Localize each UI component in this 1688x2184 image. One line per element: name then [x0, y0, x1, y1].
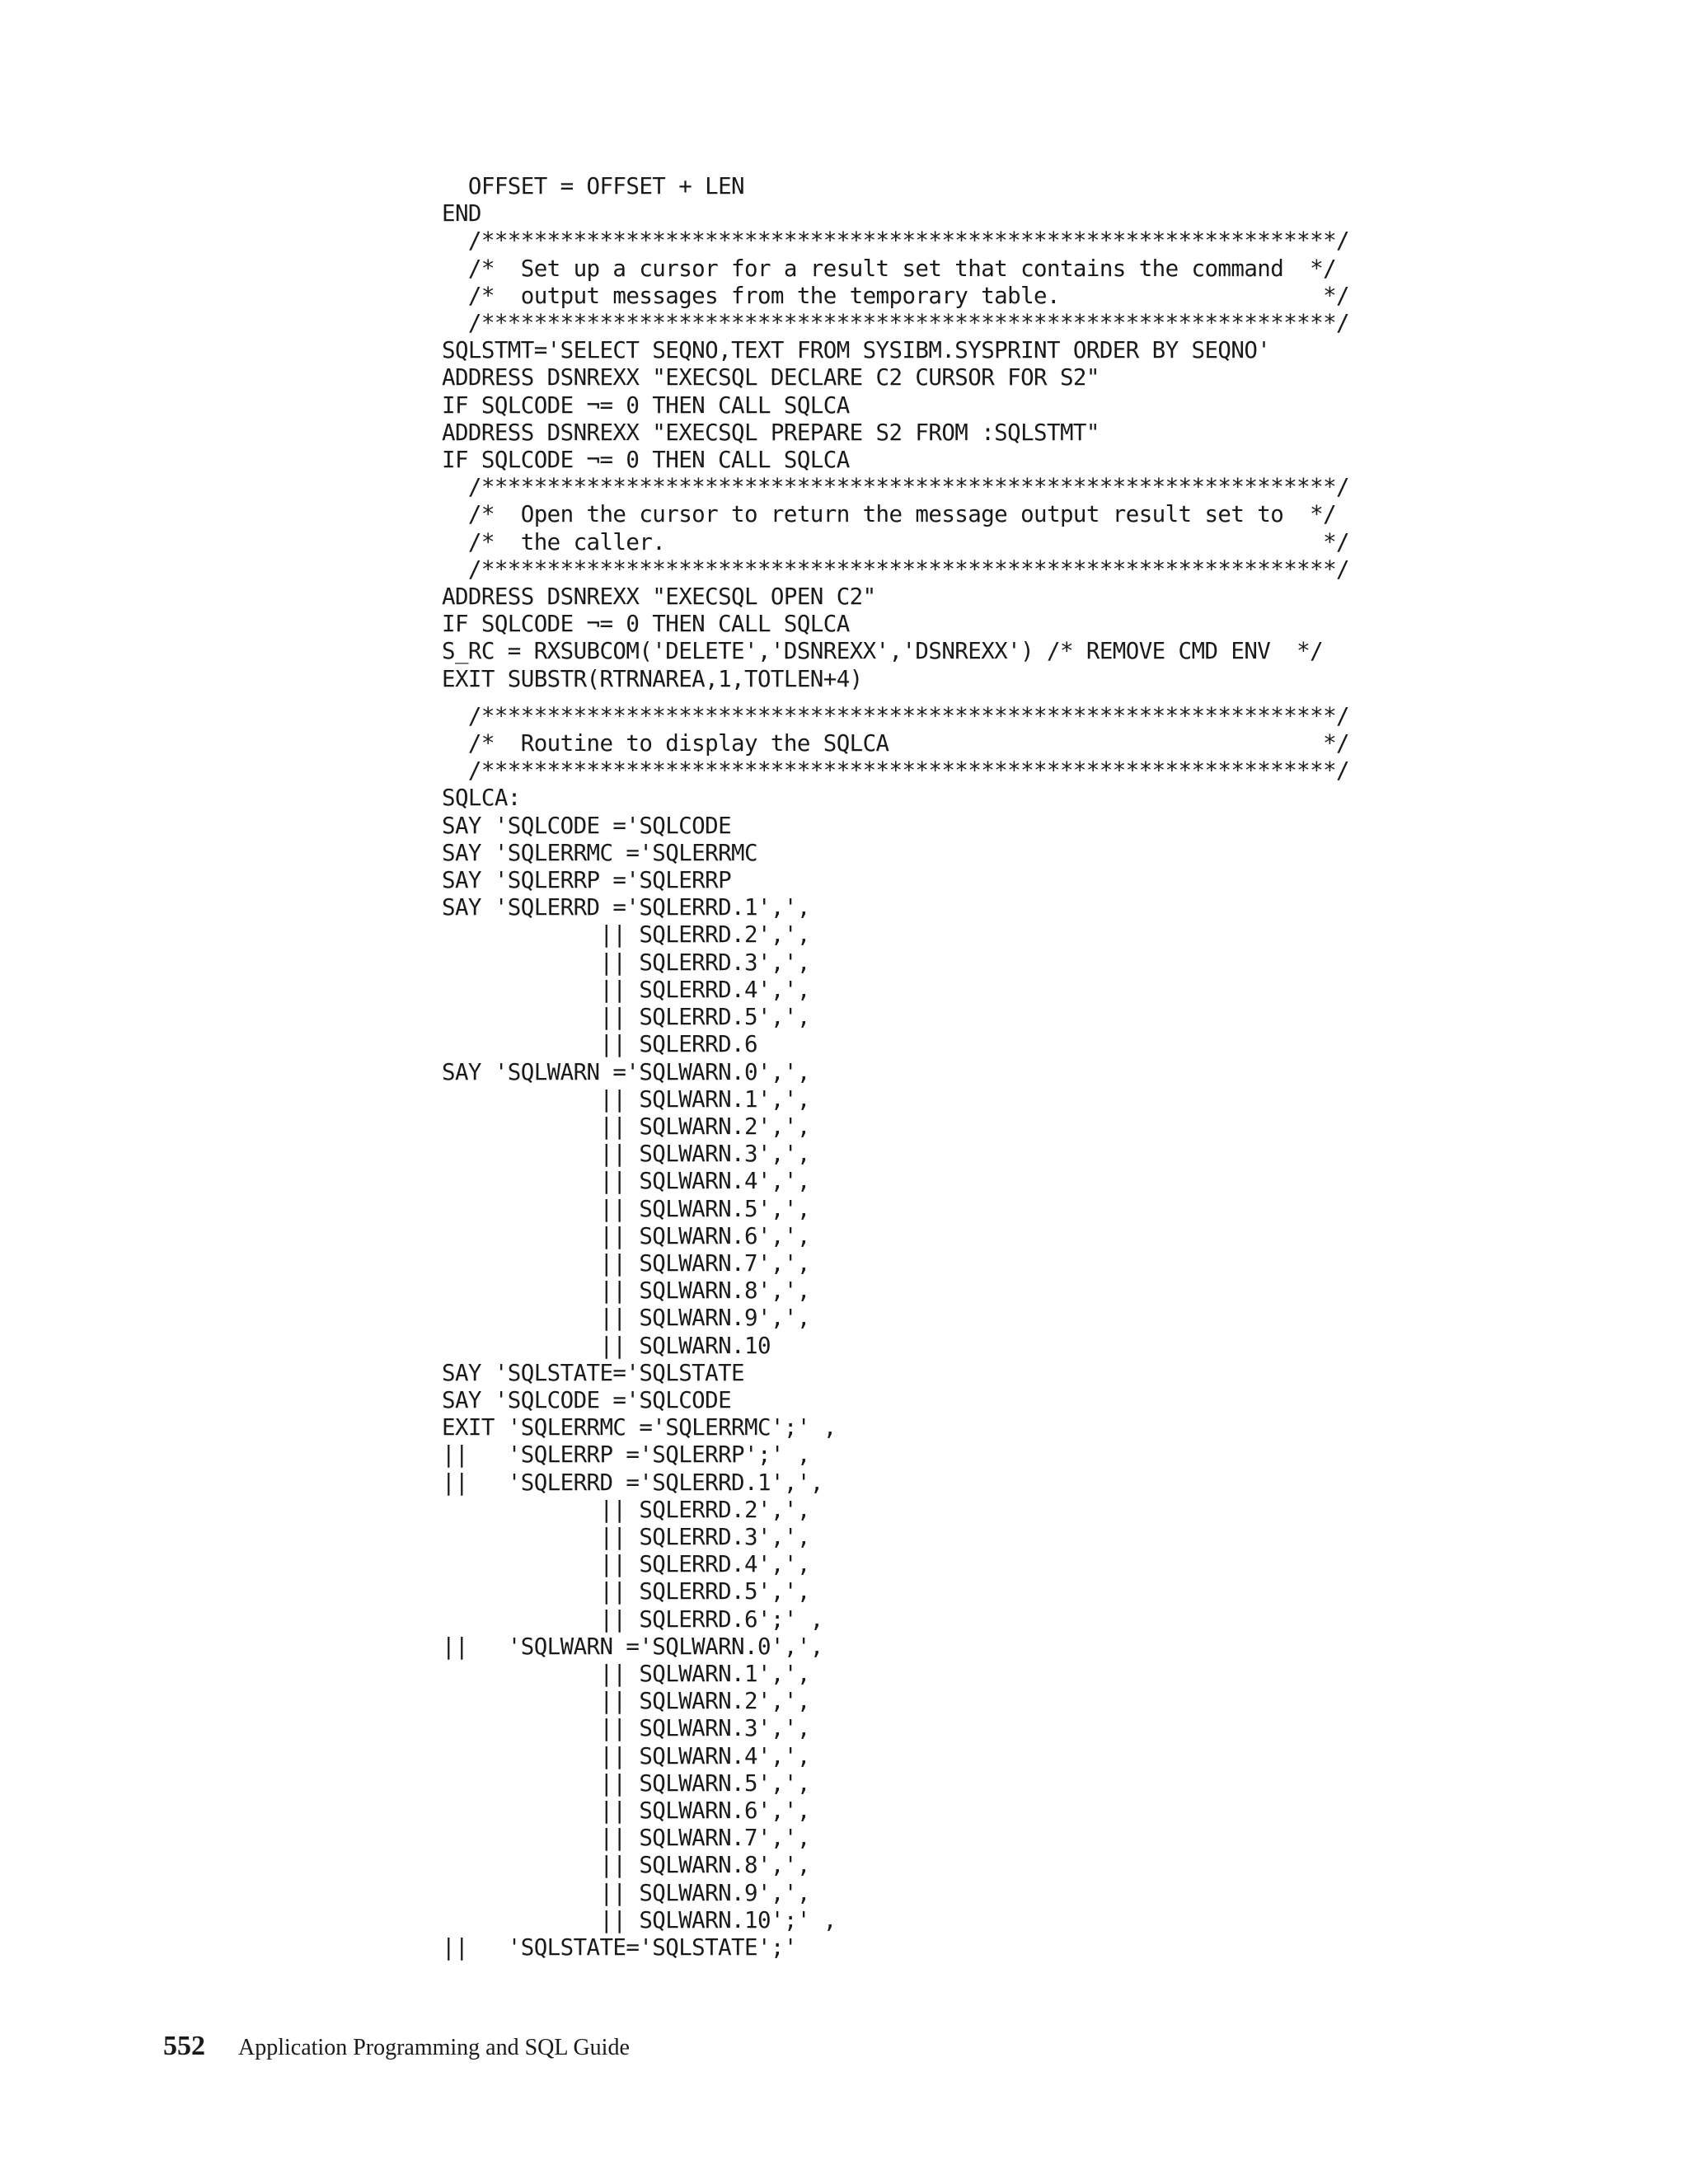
code-line: EXIT SUBSTR(RTRNAREA,1,TOTLEN+4): [442, 665, 863, 692]
code-line: || 'SQLWARN ='SQLWARN.0',',: [442, 1633, 823, 1660]
code-line: /* the caller. */: [442, 528, 1349, 555]
code-line: IF SQLCODE ¬= 0 THEN CALL SQLCA: [442, 391, 850, 419]
code-line: || SQLWARN.2',',: [442, 1113, 810, 1140]
code-line: || SQLWARN.8',',: [442, 1852, 810, 1879]
code-line: || SQLWARN.10';' ,: [442, 1906, 837, 1933]
code-line: /*****************************************************************/: [442, 757, 1349, 785]
code-line: IF SQLCODE ¬= 0 THEN CALL SQLCA: [442, 611, 850, 638]
code-line: /* Routine to display the SQLCA */: [442, 730, 1349, 757]
page-footer: [163, 2031, 630, 2062]
code-line: SAY 'SQLWARN ='SQLWARN.0',',: [442, 1058, 810, 1085]
code-line: /*****************************************************************/: [442, 227, 1349, 255]
page-number: 552: [163, 2031, 205, 2061]
code-line: || SQLERRD.5',',: [442, 1004, 810, 1031]
code-line: || 'SQLSTATE='SQLSTATE';': [442, 1934, 797, 1961]
code-line: SQLSTMT='SELECT SEQNO,TEXT FROM SYSIBM.SYSPRINT ORDER BY SEQNO': [442, 337, 1271, 364]
code-line: IF SQLCODE ¬= 0 THEN CALL SQLCA: [442, 447, 850, 474]
code-line: /*****************************************************************/: [442, 474, 1349, 501]
code-line: || SQLWARN.2',',: [442, 1688, 810, 1715]
code-line: || SQLWARN.4',',: [442, 1168, 810, 1195]
code-listing: [442, 173, 1349, 1961]
code-line: || SQLWARN.5',',: [442, 1769, 810, 1797]
code-line: || SQLWARN.10: [442, 1332, 771, 1359]
code-line: || SQLWARN.3',',: [442, 1141, 810, 1168]
code-line: EXIT 'SQLERRMC ='SQLERRMC';' ,: [442, 1414, 837, 1441]
code-line: || SQLERRD.2',',: [442, 1496, 810, 1523]
code-line: || SQLERRD.6: [442, 1031, 757, 1058]
code-line: || SQLERRD.6';' ,: [442, 1605, 823, 1633]
code-line: || SQLWARN.3',',: [442, 1715, 810, 1742]
code-line: || SQLWARN.7',',: [442, 1249, 810, 1277]
code-line: ADDRESS DSNREXX "EXECSQL OPEN C2": [442, 583, 876, 611]
code-line: /*****************************************************************/: [442, 702, 1349, 729]
code-line: SAY 'SQLSTATE='SQLSTATE: [442, 1359, 744, 1386]
code-line: SAY 'SQLCODE ='SQLCODE: [442, 1386, 732, 1413]
code-line: /* Set up a cursor for a result set that contains the command */: [442, 255, 1337, 282]
code-line: || SQLWARN.1',',: [442, 1660, 810, 1687]
code-line: || SQLWARN.7',',: [442, 1825, 810, 1852]
code-line: /*****************************************************************/: [442, 310, 1349, 337]
code-line: SAY 'SQLERRD ='SQLERRD.1',',: [442, 894, 810, 921]
book-title: Application Programming and SQL Guide: [238, 2035, 630, 2060]
code-line: || SQLWARN.9',',: [442, 1879, 810, 1906]
code-line: SAY 'SQLCODE ='SQLCODE: [442, 812, 732, 839]
code-line: || 'SQLERRD ='SQLERRD.1',',: [442, 1469, 823, 1496]
code-line: || 'SQLERRP ='SQLERRP';' ,: [442, 1441, 810, 1469]
code-line: || SQLERRD.3',',: [442, 949, 810, 976]
code-line: || SQLWARN.5',',: [442, 1195, 810, 1222]
code-line: || SQLWARN.6',',: [442, 1222, 810, 1249]
code-line: S_RC = RXSUBCOM('DELETE','DSNREXX','DSNREXX') /* REMOVE CMD ENV */: [442, 638, 1324, 665]
code-line: SAY 'SQLERRP ='SQLERRP: [442, 867, 732, 894]
code-line: /* Open the cursor to return the message output result set to */: [442, 501, 1337, 528]
code-line: SQLCA:: [442, 785, 521, 812]
code-line: || SQLWARN.8',',: [442, 1277, 810, 1305]
code-line: || SQLERRD.2',',: [442, 921, 810, 949]
code-line: || SQLWARN.9',',: [442, 1305, 810, 1332]
code-line: || SQLERRD.4',',: [442, 976, 810, 1003]
code-line: || SQLERRD.3',',: [442, 1523, 810, 1550]
code-line: || SQLWARN.6',',: [442, 1797, 810, 1824]
code-line: || SQLWARN.4',',: [442, 1742, 810, 1769]
code-line: /*****************************************************************/: [442, 555, 1349, 583]
code-line: || SQLERRD.5',',: [442, 1578, 810, 1605]
code-line: || SQLWARN.1',',: [442, 1085, 810, 1113]
code-line: SAY 'SQLERRMC ='SQLERRMC: [442, 839, 757, 866]
code-line: || SQLERRD.4',',: [442, 1551, 810, 1578]
code-line: END: [442, 200, 481, 227]
code-line: ADDRESS DSNREXX "EXECSQL PREPARE S2 FROM :SQLSTMT": [442, 419, 1100, 446]
code-line: ADDRESS DSNREXX "EXECSQL DECLARE C2 CURSOR FOR S2": [442, 364, 1100, 391]
code-line: OFFSET = OFFSET + LEN: [442, 173, 744, 199]
block-gap: [442, 693, 1349, 703]
code-line: /* output messages from the temporary table. */: [442, 282, 1349, 309]
